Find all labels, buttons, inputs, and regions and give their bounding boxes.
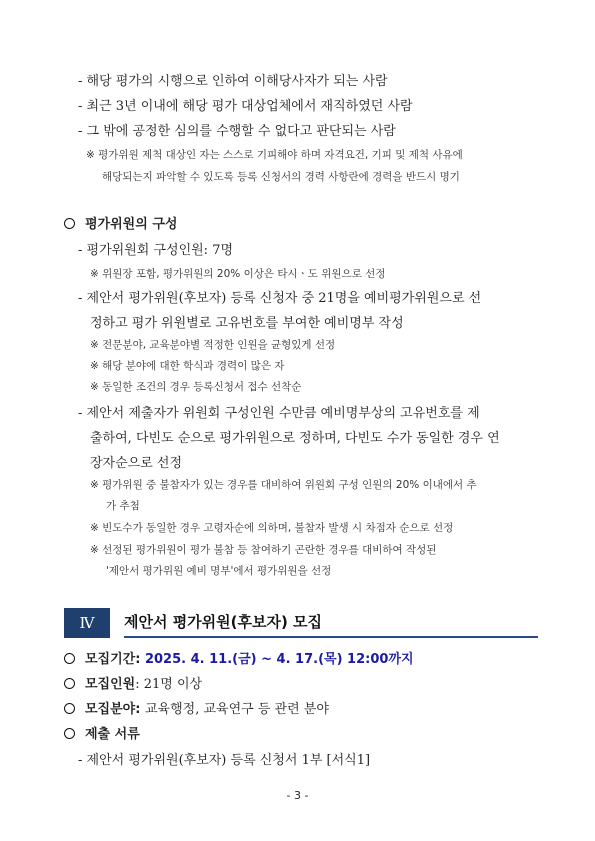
submission-docs-item: - 제안서 평가위원(후보자) 등록 신청서 1부 [서식1] bbox=[78, 753, 371, 768]
selection-line-3: 장자순으로 선정 bbox=[90, 456, 183, 471]
selection-note-1: ※ 평가위원 중 불참자가 있는 경우를 대비하여 위원회 구성 인원의 20% 이내에서 추 bbox=[90, 479, 477, 491]
selection-note-3-cont: '제안서 평가위원 예비 명부'에서 평가위원을 선정 bbox=[106, 565, 332, 577]
submission-docs-heading bbox=[64, 723, 140, 742]
reserve-line-2: 정하고 평가 위원별로 고유번호를 부여한 예비명부 작성 bbox=[90, 316, 404, 331]
recruit-period bbox=[64, 648, 414, 667]
exclusion-note-line-1: ※ 평가위원 제척 대상인 자는 스스로 기피해야 하며 자격요건, 기피 및 제척 사유에 bbox=[86, 149, 463, 161]
circle-bullet-icon bbox=[64, 653, 75, 664]
section-header bbox=[64, 608, 538, 638]
recruit-field bbox=[64, 698, 329, 717]
selection-line-2: 출하여, 다빈도 순으로 평가위원으로 정하며, 다빈도 수가 동일한 경우 연 bbox=[90, 431, 500, 446]
recruit-field-value: 교육행정, 교육연구 등 관련 분야 bbox=[144, 702, 329, 717]
circle-bullet-icon bbox=[64, 728, 75, 739]
composition-heading bbox=[64, 213, 177, 232]
recruit-count-label: 모집인원 bbox=[85, 677, 136, 692]
recruit-period-value: 2025. 4. 11.(금) ~ 4. 17.(목) 12:00까지 bbox=[144, 652, 414, 667]
exclusion-item-1: - 해당 평가의 시행으로 인하여 이해당사자가 되는 사람 bbox=[78, 74, 388, 89]
section-number: Ⅳ bbox=[64, 608, 110, 638]
recruit-count bbox=[64, 673, 202, 692]
selection-line-1: - 제안서 제출자가 위원회 구성인원 수만큼 예비명부상의 고유번호를 제 bbox=[78, 406, 480, 421]
page-number: - 3 - bbox=[286, 789, 309, 802]
reserve-line-1: - 제안서 평가위원(후보자) 등록 신청자 중 21명을 예비평가위원으로 선 bbox=[78, 291, 482, 306]
recruit-period-label: 모집기간: bbox=[85, 652, 141, 667]
selection-note-3: ※ 선정된 평가위원이 평가 불참 등 참여하기 곤란한 경우를 대비하여 작성된 bbox=[90, 544, 437, 556]
committee-members-note: ※ 위원장 포함, 평가위원의 20% 이상은 타시ㆍ도 위원으로 선정 bbox=[90, 268, 386, 280]
section-title: 제안서 평가위원(후보자) 모집 bbox=[124, 613, 323, 631]
selection-note-1-cont: 가 추첨 bbox=[106, 500, 140, 512]
recruit-field-label: 모집분야: bbox=[85, 702, 141, 717]
circle-bullet-icon bbox=[64, 678, 75, 689]
circle-bullet-icon bbox=[64, 218, 75, 229]
section-underline bbox=[124, 636, 538, 638]
circle-bullet-icon bbox=[64, 703, 75, 714]
reserve-note-1: ※ 전문분야, 교육분야별 적정한 인원을 균형있게 선정 bbox=[90, 339, 336, 351]
composition-heading-text: 평가위원의 구성 bbox=[85, 217, 178, 232]
exclusion-item-3: - 그 밖에 공정한 심의를 수행할 수 없다고 판단되는 사람 bbox=[78, 124, 396, 139]
exclusion-item-2: - 최근 3년 이내에 해당 평가 대상업체에서 재직하였던 사람 bbox=[78, 99, 413, 114]
selection-note-2: ※ 빈도수가 동일한 경우 고령자순에 의하며, 불참자 발생 시 차점자 순으로 선정 bbox=[90, 522, 454, 534]
reserve-note-3: ※ 동일한 조건의 경우 등록신청서 접수 선착순 bbox=[90, 381, 302, 393]
recruit-count-value: : 21명 이상 bbox=[135, 677, 203, 692]
submission-docs-label: 제출 서류 bbox=[85, 727, 140, 742]
committee-members: - 평가위원회 구성인원: 7명 bbox=[78, 243, 234, 258]
reserve-note-2: ※ 해당 분야에 대한 학식과 경력이 많은 자 bbox=[90, 360, 285, 372]
exclusion-note-line-2: 해당되는지 파악할 수 있도록 등록 신청서의 경력 사항란에 경력을 반드시 명기 bbox=[102, 171, 460, 183]
